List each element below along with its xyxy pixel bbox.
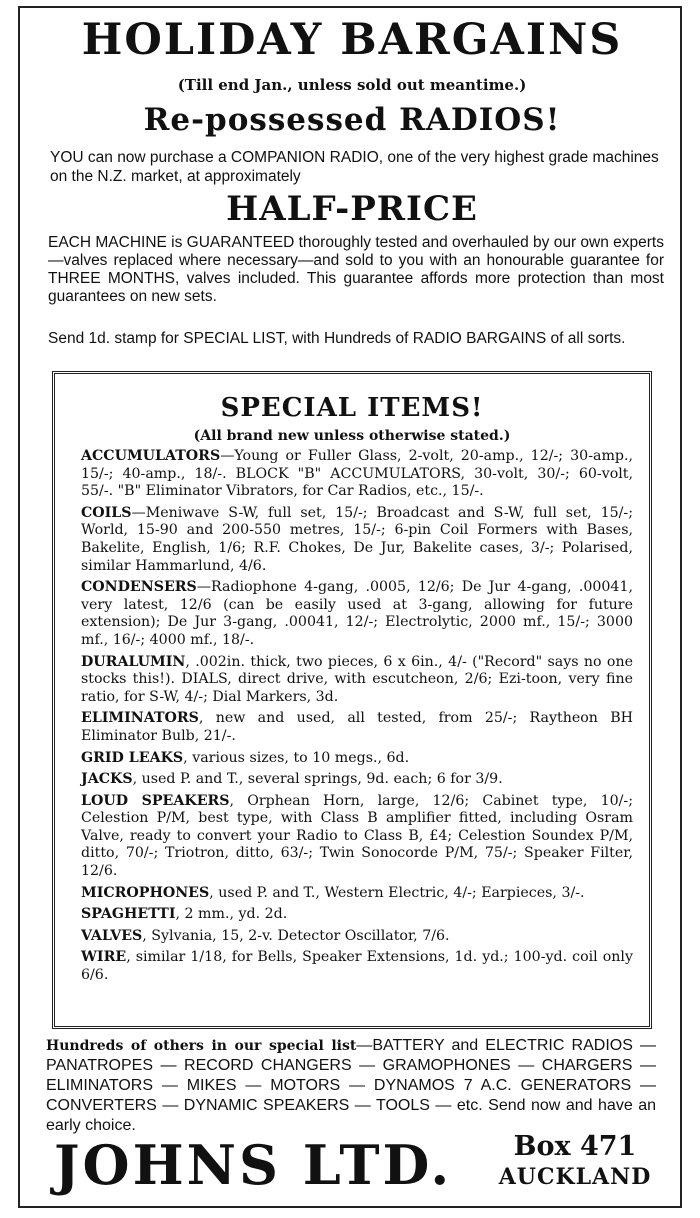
subhead: Re-possessed RADIOS!	[143, 102, 561, 138]
item-name: WIRE	[81, 949, 127, 966]
half-price-banner: HALF-PRICE	[226, 189, 478, 229]
special-items-subtitle: (All brand new unless otherwise stated.)	[193, 428, 511, 444]
po-box: Box 471	[513, 1131, 637, 1162]
city: AUCKLAND	[498, 1164, 652, 1190]
item-text: , similar 1/18, for Bells, Speaker Extensions, 1d. yd.; 100-yd. coil only 6/6.	[81, 949, 633, 984]
list-item	[81, 505, 633, 575]
item-text: —Meniwave S-W, full set, 15/-; Broadcast and S-W, full set, 15/-; World, 15-90 and 200-550 metres, 15/-; 6-pin Coil Formers with Bases, Bakelite, English, 1/6; R.F. Chokes, De Jur, Bakelite cases, 3/-; Polarised, similar Hammarlund, 4/6.	[81, 504, 633, 574]
list-item	[81, 949, 633, 984]
item-text: , new and used, all tested, from 25/-; Raytheon BH Eliminator Bulb, 21/-.	[81, 710, 633, 744]
list-item	[81, 928, 633, 946]
item-text: , various sizes, to 10 megs., 6d.	[183, 749, 410, 766]
item-name: LOUD SPEAKERS	[81, 792, 230, 809]
special-items-list	[81, 448, 633, 989]
advertisement	[18, 6, 682, 1208]
guarantee-text: EACH MACHINE is GUARANTEED thoroughly tested and overhauled by our own experts—valves replaced where necessary—and sold to you with an honourable guarantee for THREE MONTHS, valves included. This guarantee affords more protection than most guarantees on new sets.	[48, 234, 664, 305]
list-item	[81, 710, 633, 745]
item-name: ACCUMULATORS	[81, 448, 221, 464]
list-item	[81, 793, 633, 881]
list-item	[81, 448, 633, 501]
item-name: JACKS	[81, 771, 133, 788]
special-items-box	[52, 371, 652, 1029]
footer-lead: Hundreds of others in our special list	[46, 1038, 357, 1054]
item-text: , Orphean Horn, large, 12/6; Cabinet type, 10/-; Celestion P/M, best type, with Class B amplifier fitted, including Osram Valve, ready to convert your Radio to Class B, £4; Celestion Soundex P/M, ditto, 70/-; Triotron, ditto, 63/-; Twin Sonocorde P/M, 75/-; Speaker Filter, 12/6.	[81, 792, 633, 880]
intro-text: YOU can now purchase a COMPANION RADIO, one of the very highest grade machines on the N.Z. market, at approximately	[50, 149, 659, 185]
item-name: DURALUMIN	[81, 653, 186, 670]
item-name: CONDENSERS	[81, 579, 197, 596]
company-name: JOHNS LTD.	[54, 1133, 453, 1197]
item-name: SPAGHETTI	[81, 906, 176, 923]
list-item	[81, 906, 633, 924]
item-text: —Radiophone 4-gang, .0005, 12/6; De Jur 4-gang, .00041, very latest, 12/6 (can be easily used at 3-gang, allowing for future extension); De Jur 3-gang, .00041, 12/-; Electrolytic, 2000 mf., 15/-; 3000 mf., 16/-; 4000 mf., 18/-.	[81, 579, 633, 648]
footer-list-text: —BATTERY and ELECTRIC RADIOS — PANATROPES — RECORD CHANGERS — GRAMOPHONES — CHARGERS — ELIMINATORS — MIKES — MOTORS — DYNAMOS 7 A.C. GENERATORS — CONVERTERS — DYNAMIC SPEAKERS — TOOLS — etc. Send now and have an early choice.	[46, 1037, 656, 1134]
sale-note: (Till end Jan., unless sold out meantime.)	[177, 76, 527, 94]
item-name: MICROPHONES	[81, 884, 210, 901]
item-name: COILS	[81, 504, 132, 521]
item-name: GRID LEAKS	[81, 749, 184, 766]
item-name: VALVES	[81, 927, 143, 944]
list-item	[81, 579, 633, 649]
item-text: , 2 mm., yd. 2d.	[175, 906, 288, 923]
list-item	[81, 654, 633, 707]
headline: HOLIDAY BARGAINS	[81, 15, 623, 65]
footer-list	[46, 1036, 656, 1136]
list-item	[81, 771, 633, 789]
list-item	[81, 750, 633, 768]
send-stamp-text: Send 1d. stamp for SPECIAL LIST, with Hundreds of RADIO BARGAINS of all sorts.	[48, 330, 626, 347]
item-text: , used P. and T., Western Electric, 4/-; Earpieces, 3/-.	[209, 884, 585, 901]
item-text: , .002in. thick, two pieces, 6 x 6in., 4/- ("Record" says no one stocks this!). DIALS, direct drive, with escutcheon, 2/6; Ezi-toon, very fine ratio, for S-W, 4/-; Dial Markers, 3d.	[81, 653, 633, 705]
item-text: , Sylvania, 15, 2-v. Detector Oscillator, 7/6.	[142, 927, 450, 944]
item-text: —Young or Fuller Glass, 2-volt, 20-amp., 12/-; 30-amp., 15/-; 40-amp., 18/-. BLOCK "B" ACCUMULATORS, 30-volt, 30/-; 60-volt, 55/-. "B" Eliminator Vibrators, for Car Radios, etc., 15/-.	[81, 448, 633, 500]
item-text: , used P. and T., several springs, 9d. each; 6 for 3/9.	[132, 771, 503, 788]
item-name: ELIMINATORS	[81, 710, 199, 727]
special-items-title: SPECIAL ITEMS!	[220, 393, 484, 423]
list-item	[81, 885, 633, 903]
